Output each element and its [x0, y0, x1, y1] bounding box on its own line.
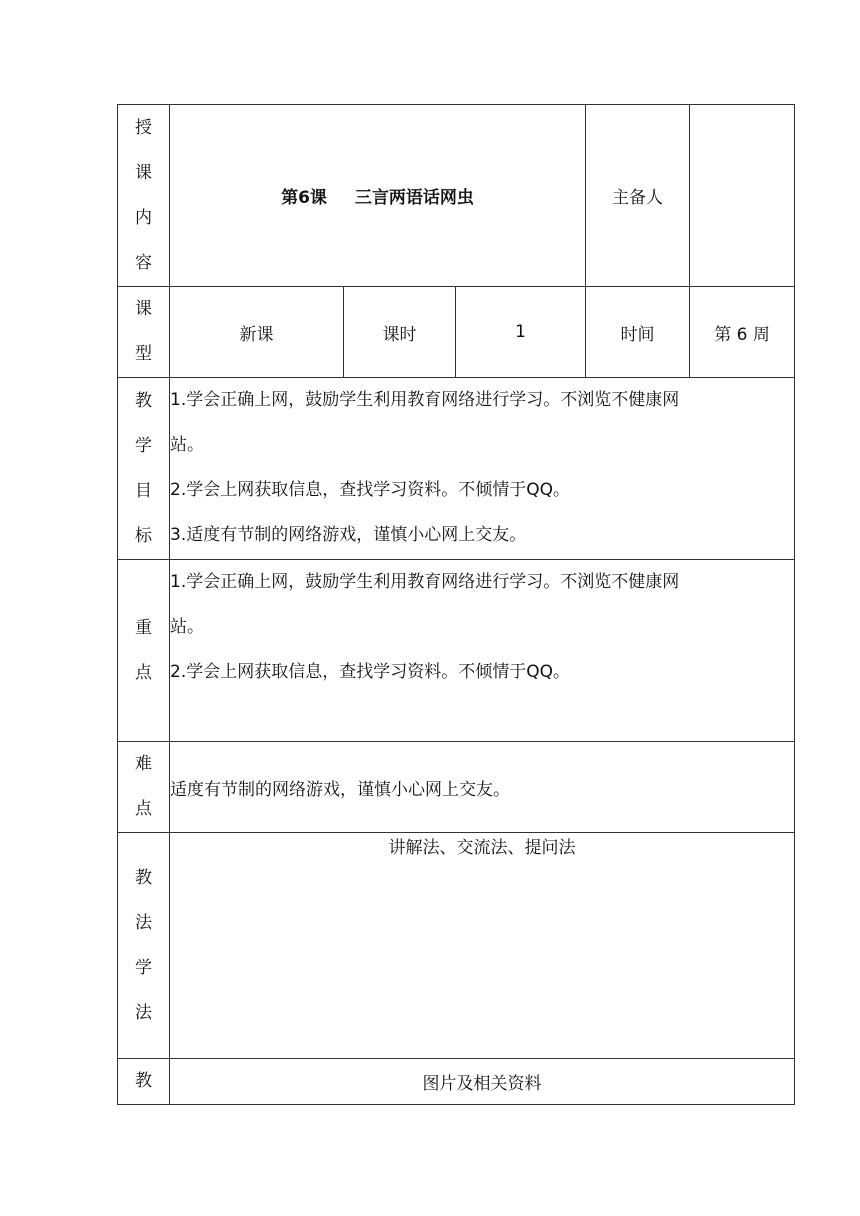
preparer-value: [690, 105, 795, 287]
methods-label: 教 法 学 法: [118, 833, 170, 1059]
row-course-content: [118, 105, 795, 287]
row-lesson-type: [118, 287, 795, 378]
difficulties-content: 适度有节制的网络游戏，谨慎小心网上交友。: [170, 742, 795, 833]
objective-3: 3.适度有节制的网络游戏，谨慎小心网上交友。: [170, 525, 527, 545]
objectives-label: 教 学 目 标: [118, 378, 170, 560]
key-point-2: 2.学会上网获取信息，查找学习资料。不倾情于QQ。: [170, 662, 570, 682]
class-hours-label: 课时: [344, 287, 456, 378]
row-difficulties: [118, 742, 795, 833]
key-points-label: 重 点: [118, 560, 170, 742]
class-hours-value: 1: [456, 287, 586, 378]
course-content-label: 授 课 内 容: [118, 105, 170, 287]
lesson-plan-table: [117, 104, 795, 1105]
row-key-points: [118, 560, 795, 742]
row-materials: [118, 1059, 795, 1105]
methods-content: 讲解法、交流法、提问法: [170, 833, 795, 1059]
objective-1a: 1.学会正确上网，鼓励学生利用教育网络进行学习。不浏览不健康网: [170, 390, 680, 410]
lesson-title: 三言两语话网虫: [354, 188, 474, 208]
time-value: 第 6 周: [690, 287, 795, 378]
objective-1b: 站。: [170, 435, 204, 455]
row-methods: [118, 833, 795, 1059]
row-objectives: [118, 378, 795, 560]
materials-label: 教: [118, 1059, 170, 1105]
preparer-label: 主备人: [586, 105, 690, 287]
difficulties-label: 难 点: [118, 742, 170, 833]
lesson-type-value: 新课: [170, 287, 344, 378]
objectives-content: [170, 378, 795, 560]
objective-2: 2.学会上网获取信息，查找学习资料。不倾情于QQ。: [170, 480, 570, 500]
lesson-type-label: 课 型: [118, 287, 170, 378]
key-points-content: [170, 560, 795, 742]
lesson-number: 第6课: [281, 188, 327, 208]
time-label: 时间: [586, 287, 690, 378]
materials-content: 图片及相关资料: [170, 1059, 795, 1105]
lesson-title-cell: [170, 105, 586, 287]
key-point-1b: 站。: [170, 617, 204, 637]
key-point-1a: 1.学会正确上网，鼓励学生利用教育网络进行学习。不浏览不健康网: [170, 572, 680, 592]
